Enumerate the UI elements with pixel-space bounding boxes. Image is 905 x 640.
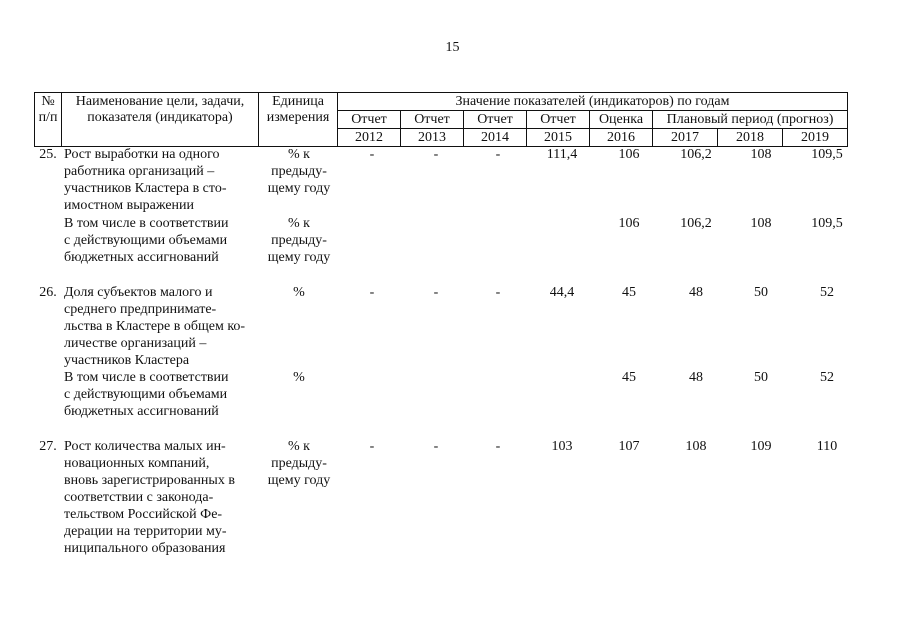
row-value-2013: -	[433, 439, 439, 454]
row-value-2017: 106,2	[680, 216, 712, 231]
row-indicator-name: Рост количества малых ин- новационных компаний, вновь зарегистрированных в соответствии с законода- тельством Российской Фе- дерации на территории му- ниципального образования	[64, 439, 235, 556]
header-year-2014: 2014	[464, 129, 527, 147]
row-value-2019: 109,5	[811, 147, 843, 162]
row-unit: % к предыду- щему году	[267, 439, 331, 488]
header-year-2018: 2018	[718, 129, 783, 147]
row-value-2016: 107	[618, 439, 640, 454]
row-value-2018: 108	[750, 147, 772, 162]
row-value-2016: 106	[618, 147, 640, 162]
row-indicator-name: В том числе в соответствии с действующими объемами бюджетных ассигнований	[64, 370, 229, 419]
row-value-2014: -	[495, 285, 501, 300]
header-year-2012: 2012	[338, 129, 401, 147]
row-number: 27.	[39, 439, 57, 454]
row-value-2016: 45	[622, 285, 636, 300]
row-value-2016: 106	[618, 216, 640, 231]
row-value-2017: 48	[689, 370, 703, 385]
header-name: Наименование цели, задачи, показателя (индикатора)	[62, 93, 259, 147]
header-year-2013: 2013	[401, 129, 464, 147]
row-unit: % к предыду- щему году	[267, 147, 331, 196]
row-value-2012: -	[369, 147, 375, 162]
header-report-2014: Отчет	[464, 111, 527, 129]
row-unit: %	[293, 285, 305, 300]
row-value-2017: 48	[689, 285, 703, 300]
row-value-2018: 108	[750, 216, 772, 231]
header-year-2016: 2016	[590, 129, 653, 147]
row-value-2015: 111,4	[546, 147, 578, 162]
row-value-2019: 52	[820, 370, 834, 385]
row-value-2012: -	[369, 285, 375, 300]
header-estimate-2016: Оценка	[590, 111, 653, 129]
header-year-2019: 2019	[783, 129, 848, 147]
header-report-2012: Отчет	[338, 111, 401, 129]
row-indicator-name: В том числе в соответствии с действующими объемами бюджетных ассигнований	[64, 216, 229, 265]
row-value-2012: -	[369, 439, 375, 454]
row-value-2019: 52	[820, 285, 834, 300]
header-unit: Единица измерения	[259, 93, 338, 147]
header-values-group: Значение показателей (индикаторов) по годам	[338, 93, 848, 111]
header-report-2013: Отчет	[401, 111, 464, 129]
header-year-2017: 2017	[653, 129, 718, 147]
row-number: 26.	[39, 285, 57, 300]
row-number: 25.	[39, 147, 57, 162]
header-planned-period: Плановый период (прогноз)	[653, 111, 848, 129]
row-unit: % к предыду- щему году	[267, 216, 331, 265]
row-value-2014: -	[495, 439, 501, 454]
row-value-2018: 50	[754, 370, 768, 385]
row-value-2017: 106,2	[680, 147, 712, 162]
row-value-2013: -	[433, 285, 439, 300]
row-value-2018: 109	[750, 439, 772, 454]
table-header	[34, 92, 848, 147]
row-indicator-name: Доля субъектов малого и среднего предпринимате- льства в Кластере в общем ко- личестве организаций – участников Кластера	[64, 285, 246, 368]
row-value-2013: -	[433, 147, 439, 162]
row-value-2015: 103	[551, 439, 573, 454]
row-value-2017: 108	[685, 439, 707, 454]
row-value-2019: 109,5	[811, 216, 843, 231]
row-value-2018: 50	[754, 285, 768, 300]
header-report-2015: Отчет	[527, 111, 590, 129]
header-year-2015: 2015	[527, 129, 590, 147]
row-value-2014: -	[495, 147, 501, 162]
page-number: 15	[445, 40, 460, 55]
row-unit: %	[293, 370, 305, 385]
row-value-2015: 44,4	[549, 285, 575, 300]
row-value-2016: 45	[622, 370, 636, 385]
row-indicator-name: Рост выработки на одного работника организаций – участников Кластера в сто- имостном выражении	[64, 147, 227, 213]
row-value-2019: 110	[816, 439, 838, 454]
header-number: № п/п	[35, 93, 62, 147]
